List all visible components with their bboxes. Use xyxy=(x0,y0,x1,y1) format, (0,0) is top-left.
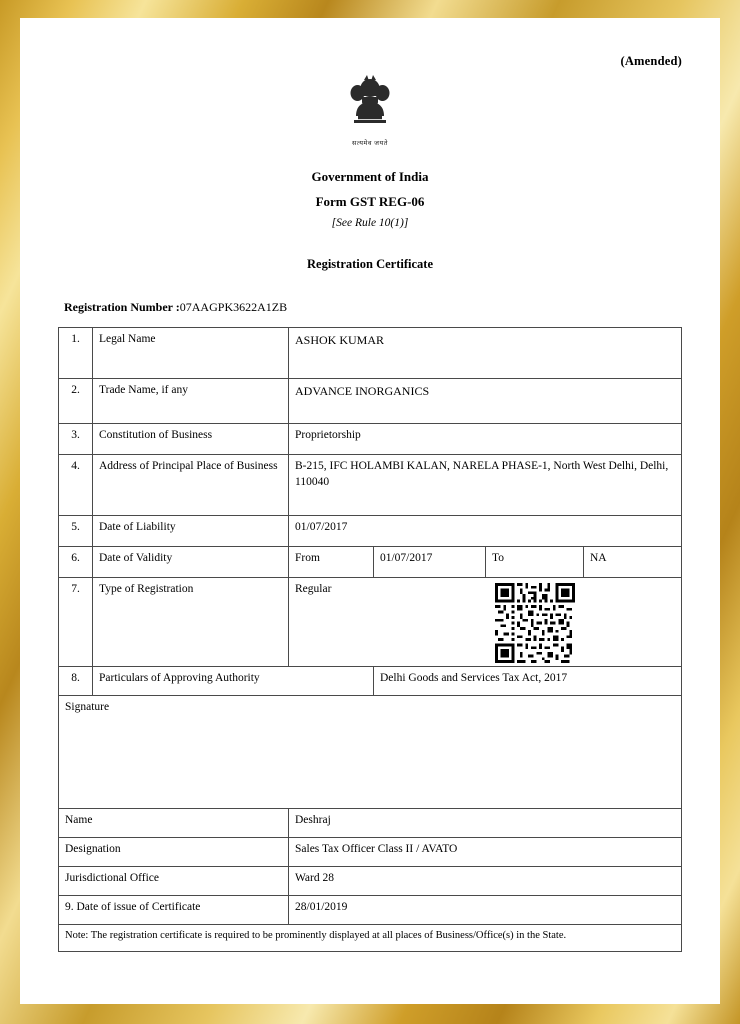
designation-value: Sales Tax Officer Class II / AVATO xyxy=(289,838,682,867)
table-row xyxy=(59,455,682,516)
issue-date-value: 28/01/2019 xyxy=(289,896,682,925)
table-row-issue-date xyxy=(59,896,682,925)
row-number: 2. xyxy=(59,379,93,424)
government-heading xyxy=(58,169,682,229)
signature-row xyxy=(59,696,682,809)
table-row-validity xyxy=(59,547,682,578)
page-title: Registration Certificate xyxy=(307,257,433,271)
signature-label: Signature xyxy=(59,696,682,809)
certificate-sheet xyxy=(20,18,720,1004)
name-label: Name xyxy=(59,809,289,838)
emblem-container xyxy=(58,52,682,147)
table-row-approving-authority xyxy=(59,667,682,696)
rule-reference: [See Rule 10(1)] xyxy=(331,217,409,229)
row-label: Trade Name, if any xyxy=(93,379,289,424)
table-row-name xyxy=(59,809,682,838)
table-row-designation xyxy=(59,838,682,867)
table-row xyxy=(59,424,682,455)
emblem-motto: सत्यमेव जयते xyxy=(352,140,388,147)
row-value: ADVANCE INORGANICS xyxy=(289,379,682,424)
table-row-jurisdiction xyxy=(59,867,682,896)
table-row xyxy=(59,328,682,379)
national-emblem-icon xyxy=(342,66,398,132)
row-value: B-215, IFC HOLAMBI KALAN, NARELA PHASE-1, North West Delhi, Delhi, 110040 xyxy=(289,455,682,516)
government-of-india: Government of India xyxy=(311,169,429,184)
registration-type-value-cell xyxy=(289,578,682,667)
issue-date-label: 9. Date of issue of Certificate xyxy=(59,896,289,925)
table-row xyxy=(59,379,682,424)
row-label: Type of Registration xyxy=(93,578,289,667)
registration-number-label: Registration Number : xyxy=(64,300,180,314)
row-number: 8. xyxy=(59,667,93,696)
validity-to-value: NA xyxy=(583,547,681,578)
row-number: 5. xyxy=(59,516,93,547)
validity-to-label: To xyxy=(485,547,583,578)
row-label: Constitution of Business xyxy=(93,424,289,455)
row-number: 7. xyxy=(59,578,93,667)
row-label: Legal Name xyxy=(93,328,289,379)
certificate-table xyxy=(58,327,682,952)
row-label: Date of Liability xyxy=(93,516,289,547)
row-number: 3. xyxy=(59,424,93,455)
jurisdiction-value: Ward 28 xyxy=(289,867,682,896)
validity-from-value: 01/07/2017 xyxy=(373,547,485,578)
row-label: Address of Principal Place of Business xyxy=(93,455,289,516)
qr-code xyxy=(495,583,575,663)
row-value: Proprietorship xyxy=(289,424,682,455)
row-value: Delhi Goods and Services Tax Act, 2017 xyxy=(373,667,681,696)
name-value: Deshraj xyxy=(289,809,682,838)
row-number: 1. xyxy=(59,328,93,379)
row-value: ASHOK KUMAR xyxy=(289,328,682,379)
amended-label: (Amended) xyxy=(620,54,682,68)
row-value: 01/07/2017 xyxy=(289,516,682,547)
note-text: Note: The registration certificate is required to be prominently displayed at all places of Business/Office(s) in the State. xyxy=(59,925,682,952)
table-row-registration-type xyxy=(59,578,682,667)
registration-number xyxy=(64,300,682,315)
table-row xyxy=(59,516,682,547)
form-number: Form GST REG-06 xyxy=(315,194,425,209)
row-label: Particulars of Approving Authority xyxy=(93,667,374,696)
registration-type-value: Regular xyxy=(295,583,332,595)
jurisdiction-label: Jurisdictional Office xyxy=(59,867,289,896)
row-label: Date of Validity xyxy=(93,547,289,578)
validity-from-label: From xyxy=(289,547,374,578)
note-row xyxy=(59,925,682,952)
registration-number-value: 07AAGPK3622A1ZB xyxy=(179,300,288,314)
designation-label: Designation xyxy=(59,838,289,867)
row-number: 4. xyxy=(59,455,93,516)
row-number: 6. xyxy=(59,547,93,578)
